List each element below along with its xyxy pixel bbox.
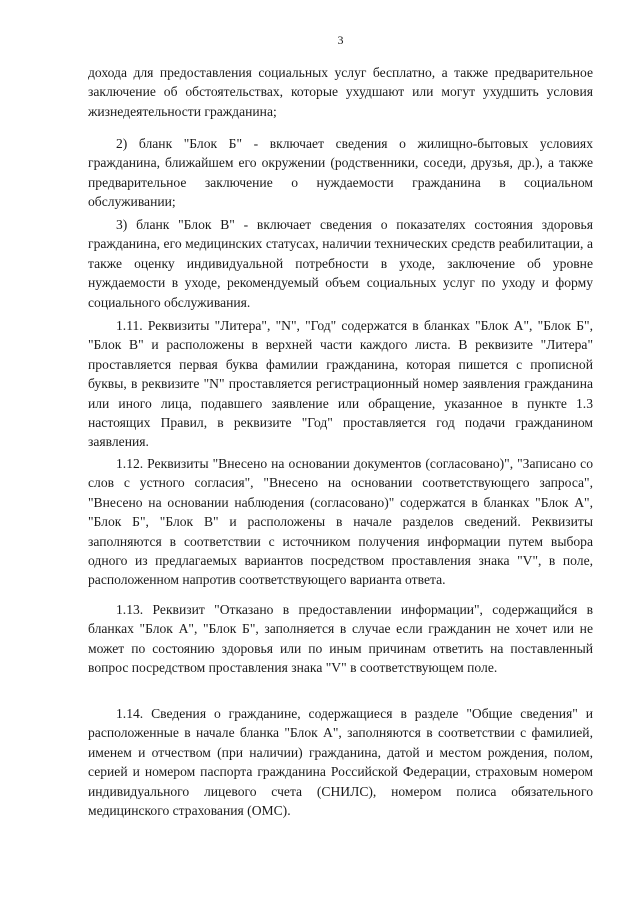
paragraph-1-11: 1.11. Реквизиты "Литера", "N", "Год" содержатся в бланках "Блок А", "Блок Б", "Блок В" и расположены в верхней части каждого листа. В реквизите "Литера" проставляется первая буква фамилии гражданина, которая пишется с прописной буквы, в реквизите "N" проставляется регистрационный номер заявления гражданина или иного лица, подавшего заявление или обращение, указанное в пункте 1.3 настоящих Правил, в реквизите "Год" проставляется год подачи гражданином заявления. <box>88 318 593 450</box>
paragraph-1-13: 1.13. Реквизит "Отказано в предоставлении информации", содержащийся в бланках "Блок А", "Блок Б", заполняется в случае если гражданин не хочет или не может по состоянию здоровья или по иным причинам ответить на поставленный вопрос посредством проставления знака "V" в соответствующем поле. <box>88 602 593 676</box>
paragraph-blank-b: 2) бланк "Блок Б" - включает сведения о жилищно-бытовых условиях гражданина, ближайшем его окружении (родственники, соседи, друзья, др.), а также предварительное заключение о нуждаемости гражданина в социальном обслуживании; <box>88 136 593 210</box>
paragraph-1-14: 1.14. Сведения о гражданине, содержащиеся в разделе "Общие сведения" и расположенные в начале бланка "Блок А", заполняются в соответствии с фамилией, именем и отчеством (при наличии) гражданина, датой и местом рождения, полом, серией и номером паспорта гражданина Российской Федерации, страховым номером индивидуального лицевого счета (СНИЛС), номером полиса обязательного медицинского страхования (ОМС). <box>88 706 593 819</box>
paragraph-1-12: 1.12. Реквизиты "Внесено на основании документов (согласовано)", "Записано со слов с устного согласия", "Внесено на основании соответствующего запроса", "Внесено на основании наблюдения (согласовано)" содержатся в бланках "Блок А", "Блок Б", "Блок В" и расположены в начале разделов сведений. Реквизиты заполняются в соответствии с источником получения информации путем выбора одного из предлагаемых вариантов посредством проставления знака "V", в поле, расположенном напротив соответствующего варианта ответа. <box>88 456 593 588</box>
page-number: 3 <box>337 33 344 47</box>
paragraph-blank-v: 3) бланк "Блок В" - включает сведения о показателях состояния здоровья гражданина, его медицинских статусах, наличии технических средств реабилитации, а также оценку индивидуальной потребности в уходе, заключение об уровне нуждаемости в уходе, рекомендуемый объем социальных услуг по уходу и форму социального обслуживания. <box>88 217 593 310</box>
paragraph-continuation: дохода для предоставления социальных услуг бесплатно, а также предварительное заключение об обстоятельствах, которые ухудшают или могут ухудшить условия жизнедеятельности гражданина; <box>88 65 593 119</box>
